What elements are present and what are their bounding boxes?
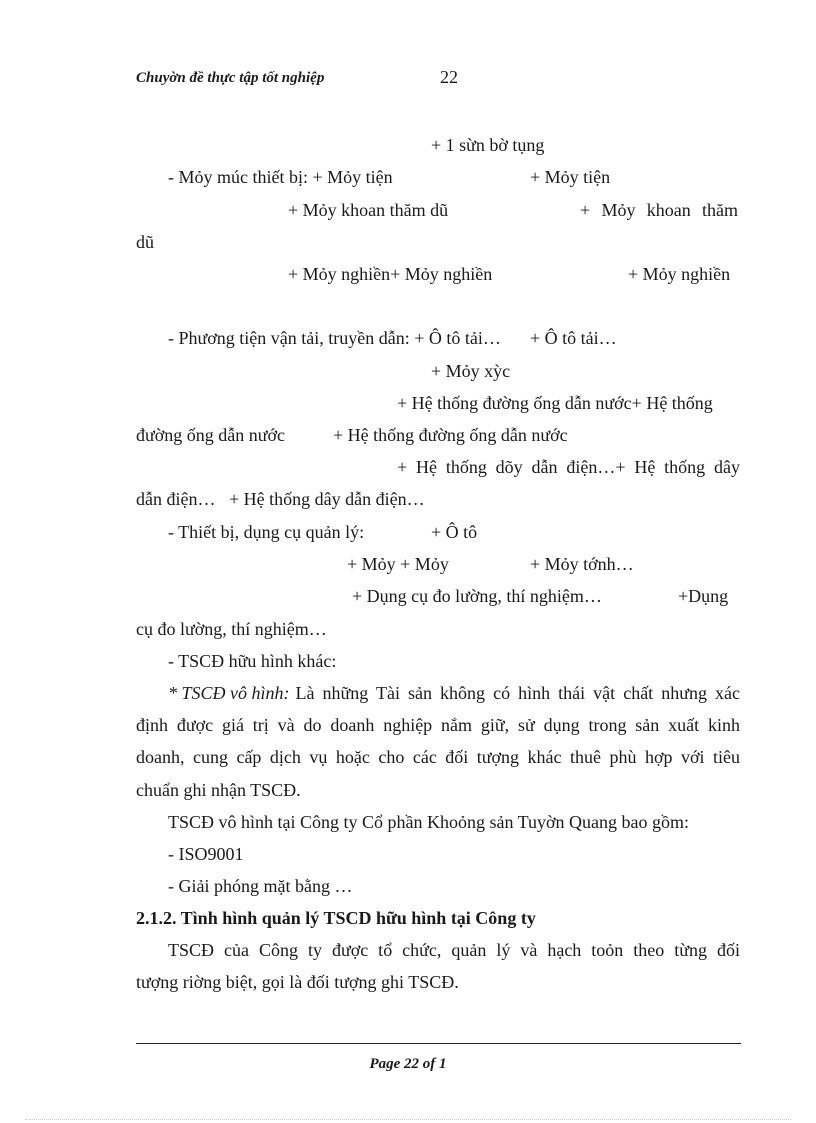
text-line: đường ống dẫn nước	[136, 425, 286, 445]
text-line: Là những Tài sản không có hình thái vật chất nhưng xác	[295, 683, 740, 703]
header-title: Chuyờn đề thực tập tốt nghiệp	[136, 70, 325, 86]
list-item: - Giải phóng mặt bằng …	[168, 876, 353, 896]
intangible-label: * TSCĐ vô hình:	[168, 683, 290, 703]
text-line: + Mỏy + Mỏy	[347, 554, 449, 574]
text-line: dũ	[136, 232, 154, 252]
text-line: + Mỏy nghiền	[628, 264, 731, 284]
text-line: cụ đo lường, thí nghiệm…	[136, 619, 327, 639]
page-bottom-border	[25, 1119, 791, 1120]
text-line: + 1 sừn bờ tụng	[431, 135, 545, 155]
header-page-number: 22	[440, 67, 458, 87]
section-heading: 2.1.2. Tình hình quản lý TSCD hữu hình tại Công ty	[136, 908, 536, 928]
text-line: định được giá trị và do doanh nghiệp nắm giữ, sử dụng trong sản xuất kinh	[136, 715, 740, 735]
text-line: + Mỏy tiện	[530, 167, 611, 187]
text-line: doanh, cung cấp dịch vụ hoặc cho các đối tượng khác thuê phù hợp với tiêu	[136, 747, 740, 767]
text-line: + Mỏy tớnh…	[530, 554, 634, 574]
text-line: + Mỏy khoan thăm dũ	[288, 200, 449, 220]
text-line: - Thiết bị, dụng cụ quản lý:	[168, 522, 365, 542]
text-line: dẫn điện… + Hệ thống dây dẫn điện…	[136, 489, 425, 509]
text-line: + Hệ thống đường ống dẫn nước	[333, 425, 568, 445]
text-line: + Ô tô tải…	[530, 328, 617, 348]
text-line: + Ô tô	[431, 522, 478, 542]
text-line: - Phương tiện vận tải, truyền dẫn: + Ô tô tải…	[168, 328, 501, 348]
text-line: TSCĐ vô hình tại Công ty Cổ phần Khoỏng sản Tuyờn Quang bao gồm:	[168, 812, 690, 832]
text-line: + Mỏy xỳc	[431, 361, 511, 381]
footer-divider	[136, 1043, 741, 1044]
text-line: chuẩn ghi nhận TSCĐ.	[136, 780, 301, 800]
intangible-first-line	[168, 681, 740, 705]
text-line: + Dụng cụ đo lường, thí nghiệm…	[352, 586, 602, 606]
text-line: +Dụng	[678, 586, 729, 606]
text-line: - TSCĐ hữu hình khác:	[168, 651, 337, 671]
text-line: + Mỏy nghiền+ Mỏy nghiền	[288, 264, 493, 284]
text-line: - Mỏy múc thiết bị: + Mỏy tiện	[168, 167, 393, 187]
text-line: + Hệ thống đường ống dẫn nước+ Hệ thống	[397, 393, 713, 413]
text-line: TSCĐ của Công ty được tổ chức, quản lý và hạch toỏn theo từng đối	[168, 940, 740, 960]
text-line: + Hệ thống dõy dẫn điện…+ Hệ thống dây	[397, 457, 740, 477]
footer-page-label: Page 22 of 1	[369, 1056, 447, 1072]
list-item: - ISO9001	[168, 844, 244, 864]
text-line: + Mỏy khoan thăm	[580, 200, 738, 220]
text-line: tượng riờng biệt, gọi là đối tượng ghi TSCĐ.	[136, 972, 459, 992]
